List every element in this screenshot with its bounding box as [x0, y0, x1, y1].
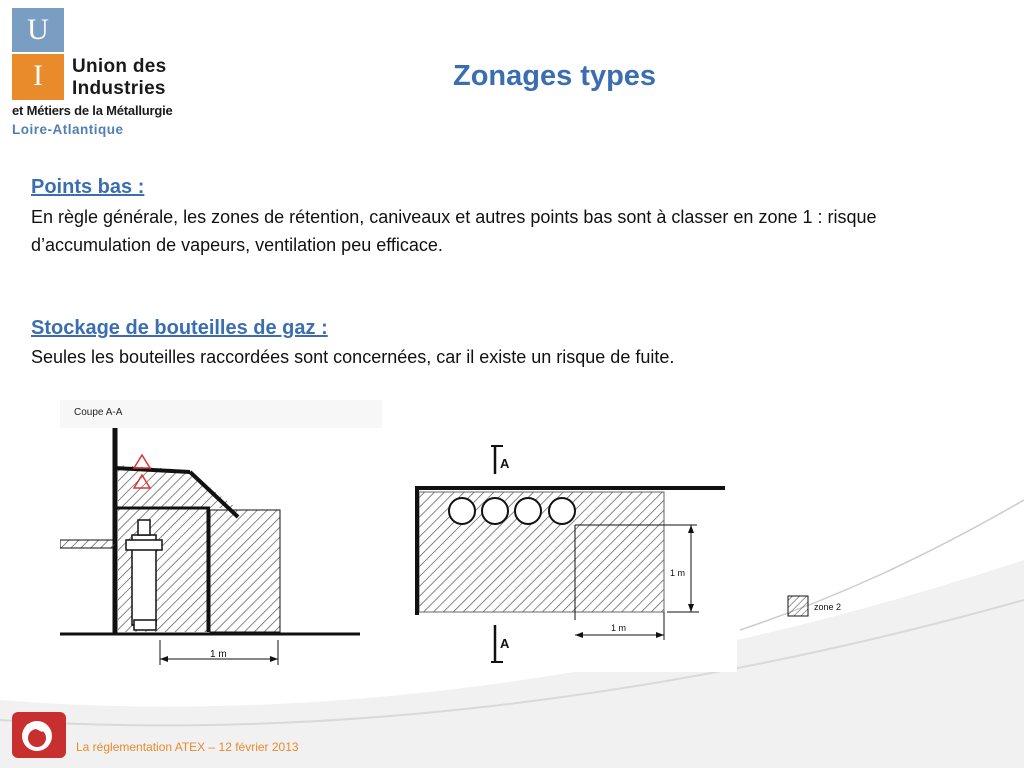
logo-letter-u: U — [27, 13, 49, 46]
legend-zone2 — [782, 592, 862, 622]
logo-i-block — [12, 54, 64, 100]
section-view-drawing — [60, 400, 382, 672]
logo-letter-i: I — [33, 59, 43, 92]
logo-u-block — [12, 8, 64, 52]
logo-name: Union des Industries — [72, 56, 167, 99]
atex-footer-logo — [12, 712, 66, 758]
figure-label: Coupe A-A — [74, 407, 123, 418]
dimension-label-left: 1 m — [210, 649, 227, 660]
plan-view-drawing — [407, 430, 737, 672]
figure-plan-view — [407, 430, 737, 672]
footer-text: La réglementation ATEX – 12 février 2013 — [76, 740, 299, 754]
dimension-label-horizontal: 1 m — [611, 623, 627, 633]
section-heading-points-bas: Points bas : — [31, 176, 145, 198]
section-mark-bottom: A — [500, 636, 510, 651]
section-body-points-bas: En règle générale, les zones de rétention, caniveaux et autres points bas sont à classer en zone 1 : risque d’accumulation de vapeurs, ventilation peu efficace. — [31, 207, 877, 255]
section-mark-top: A — [500, 456, 510, 471]
section-heading-stockage: Stockage de bouteilles de gaz : — [31, 317, 328, 339]
figure-section-view — [60, 400, 382, 672]
section-body-stockage: Seules les bouteilles raccordées sont concernées, car il existe un risque de fuite. — [31, 347, 675, 367]
logo-region: Loire-Atlantique — [12, 122, 124, 137]
dimension-label-vertical: 1 m — [670, 568, 686, 578]
slide-title: Zonages types — [453, 60, 657, 92]
legend-label: zone 2 — [814, 602, 842, 612]
uimm-logo — [8, 6, 198, 141]
logo-subtitle: et Métiers de la Métallurgie — [12, 103, 173, 118]
